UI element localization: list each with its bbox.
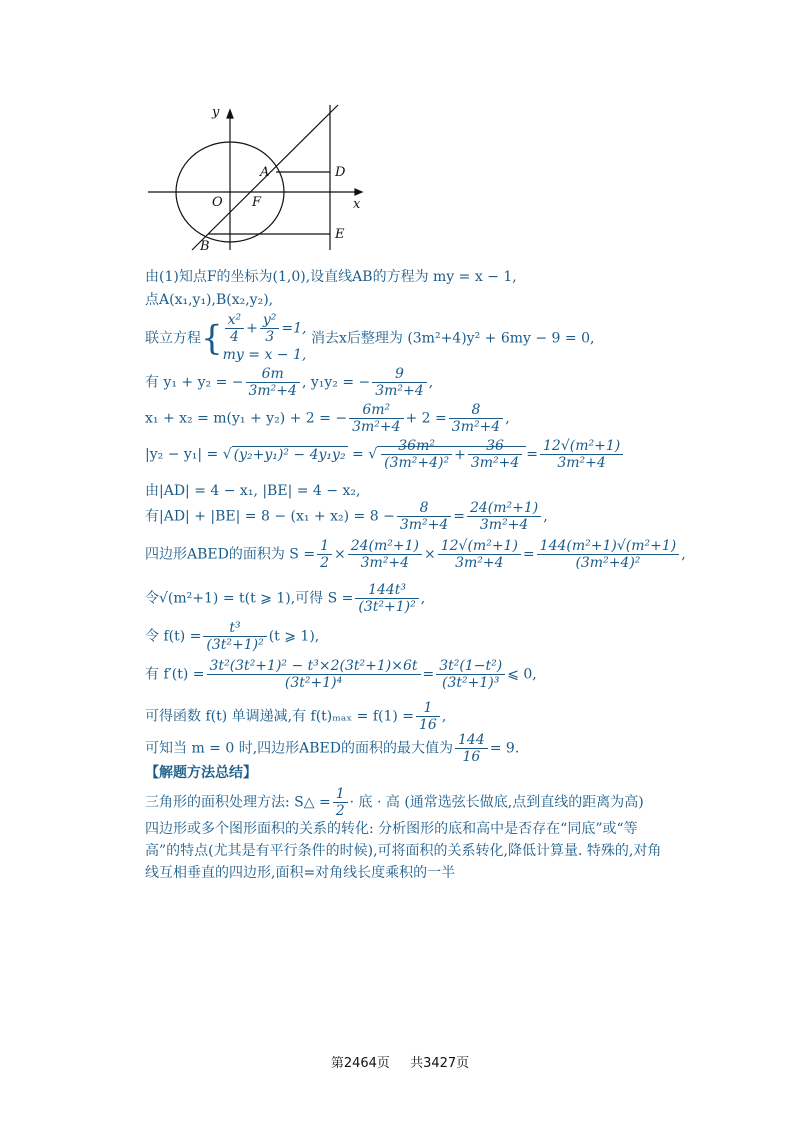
line-11-pre: 令 f(t) = — [145, 628, 202, 645]
line-10-pre: 令√(m²+1) = t(t ⩾ 1),可得 S = — [145, 590, 354, 607]
frac: 8 — [397, 500, 451, 517]
line-6-pre: |y₂ − y₁| = — [145, 446, 219, 463]
frac: 2 — [335, 803, 345, 819]
page-number: 第2464页 — [330, 1056, 390, 1071]
summary-line-1 — [145, 786, 665, 819]
frac: (3t²+1)² — [206, 637, 264, 653]
frac: 3m²+4 — [248, 383, 297, 399]
line-5-mid: + 2 = — [405, 410, 447, 427]
line-9-end: , — [681, 546, 686, 563]
frac: (3t²+1)³ — [442, 675, 500, 691]
total-pages: 共3427页 — [410, 1056, 470, 1071]
frac: 2 — [320, 555, 329, 571]
line-9-pre: 四边形ABED的面积为 S = — [145, 546, 316, 563]
line-8-pre: 有|AD| + |BE| = 8 − (x₁ + x₂) = 8 − — [145, 508, 395, 525]
line-12-eq: = — [422, 666, 435, 683]
eq1-rest: =1, — [281, 320, 307, 337]
frac: 9 — [372, 366, 426, 383]
frac: 3m²+4 — [360, 555, 410, 571]
summary-heading — [145, 762, 665, 784]
sqrt-term: (y₂+y₁)² − 4y₁y₂ — [233, 446, 346, 463]
label-y: y — [212, 105, 220, 120]
frac: 12√(m²+1) — [540, 438, 623, 455]
page-footer — [0, 1052, 800, 1071]
frac: 8 — [449, 402, 503, 419]
times: × — [334, 546, 346, 563]
ellipse-figure — [140, 100, 380, 260]
frac: 16 — [419, 717, 437, 733]
frac: 36 — [468, 438, 522, 455]
line-11 — [145, 620, 319, 653]
label-b: B — [200, 239, 210, 254]
times: × — [424, 546, 436, 563]
summary-1-post: · 底 · 高 (通常选弦长做底,点到直线的距离为高) — [349, 794, 644, 811]
line-4 — [145, 366, 433, 399]
frac: 1 — [416, 700, 440, 717]
frac: 3m²+4 — [399, 517, 449, 533]
label-x: x — [353, 197, 361, 212]
line-12 — [145, 658, 537, 691]
line-9 — [145, 538, 686, 571]
line-6-plus: + — [454, 446, 466, 463]
label-a: A — [260, 165, 270, 180]
frac: 144t³ — [355, 582, 418, 599]
frac: (3t²+1)² — [358, 599, 416, 615]
heading: 【解题方法总结】 — [145, 765, 257, 781]
line-4-mid: , y₁y₂ = − — [301, 374, 371, 391]
frac: (3m²+4)² — [384, 455, 450, 471]
frac: 3m²+4 — [375, 383, 424, 399]
frac: 3m²+4 — [557, 455, 606, 471]
frac: (3m²+4)² — [575, 555, 641, 571]
frac: 144 — [455, 732, 488, 749]
line-6: |y₂ − y₁| = √ (y₂+y₁)² − 4y₁y₂ = √ $\frac{\text{36m²}}{\text{(3m²+4)²}}$ + $\frac{36}{\text{3m²+4}}$ = $\frac{\text{12√(m²+1)}}{\text{3m²+4}}$ — [145, 438, 625, 471]
y-axis-arrow — [227, 110, 233, 118]
line-6-eq2: = — [526, 446, 538, 463]
frac: 3t²(3t²+1)² − t³×2(3t²+1)×6t — [207, 658, 421, 675]
line-9-eq: = — [522, 546, 535, 563]
frac: 3m²+4 — [470, 455, 520, 471]
label-e: E — [335, 227, 345, 242]
line-13-end: , — [441, 708, 447, 725]
line-4-pre: 有 y₁ + y₂ = − — [145, 374, 244, 391]
line-11-end: (t ⩾ 1), — [268, 628, 320, 645]
line-2: 点A(x₁,y₁),B(x₂,y₂), — [145, 292, 274, 308]
line-1: 由(1)知点F的坐标为(1,0),设直线AB的方程为 my = x − 1, — [145, 269, 517, 285]
frac: 24(m²+1) — [467, 500, 541, 517]
frac: 3t²(1−t²) — [436, 658, 505, 675]
line-8-end: , — [543, 508, 548, 525]
line-14 — [145, 732, 519, 765]
frac: 16 — [462, 749, 481, 765]
frac: 24(m²+1) — [348, 538, 422, 555]
frac: 144(m²+1)√(m²+1) — [537, 538, 680, 555]
line-7: 由|AD| = 4 − x₁, |BE| = 4 − x₂, — [145, 483, 361, 499]
frac: 3m²+4 — [479, 517, 529, 533]
line-4-end: , — [428, 374, 434, 391]
line-12-end: ⩽ 0, — [507, 666, 537, 683]
line-6-eq: = — [352, 446, 364, 463]
line-5 — [145, 402, 510, 435]
line-8-eq: = — [453, 508, 465, 525]
equation-system: $\frac{\text{x²}}{4}$ + $\frac{\text{y²}}{3}$ =1, my = x − 1, — [222, 312, 307, 363]
line-8 — [145, 500, 548, 533]
frac: 3m²+4 — [455, 555, 504, 571]
line-5-end: , — [505, 410, 510, 427]
frac: 6m — [246, 366, 300, 383]
line-13 — [145, 700, 446, 733]
line-5-pre: x₁ + x₂ = m(y₁ + y₂) + 2 = − — [145, 410, 348, 427]
line-3: 联立方程{ $\frac{\text{x²}}{4}$ + $\frac{\text{y²}}{3}$ =1, my = x − 1, 消去x后整理为 (3m²+4)y² + 6my − 9 = 0, — [145, 312, 595, 363]
frac: 1 — [333, 786, 348, 803]
line-13-pre: 可得函数 f(t) 单调递减,有 f(t)ₘₐₓ = f(1) = — [145, 708, 415, 725]
line-14-pre: 可知当 m = 0 时,四边形ABED的面积的最大值为 — [145, 740, 454, 757]
label-o: O — [212, 195, 223, 210]
line-3-post: 消去x后整理为 (3m²+4)y² + 6my − 9 = 0, — [310, 330, 595, 347]
summary-1-pre: 三角形的面积处理方法: S△ = — [145, 794, 331, 811]
eq2: my = x − 1, — [222, 347, 307, 363]
summary-line-2: 四边形或多个图形面积的关系的转化: 分析图形的底和高中是否存在“同底”或“等高”的特点(尤其是有平行条件的时候),可将面积的关系转化,降低计算量. 特殊的,对角线互相垂直的四边形,面积=对角线长度乘积的一半 — [145, 821, 662, 881]
frac: 6m² — [349, 402, 403, 419]
line-14-end: = 9. — [489, 740, 520, 757]
frac: (3t²+1)⁴ — [284, 675, 343, 691]
frac: t³ — [203, 620, 266, 637]
line-10-end: , — [420, 590, 426, 607]
label-d: D — [335, 165, 346, 180]
frac: 1 — [317, 538, 332, 555]
frac: 3m²+4 — [451, 419, 501, 435]
frac: 3m²+4 — [352, 419, 401, 435]
x-axis-arrow — [355, 189, 362, 195]
frac: 36m² — [381, 438, 452, 455]
line-10 — [145, 582, 425, 615]
frac: 12√(m²+1) — [438, 538, 521, 555]
line-3-pre: 联立方程 — [145, 330, 201, 347]
line-12-pre: 有 f′(t) = — [145, 666, 205, 683]
label-f: F — [252, 195, 262, 210]
